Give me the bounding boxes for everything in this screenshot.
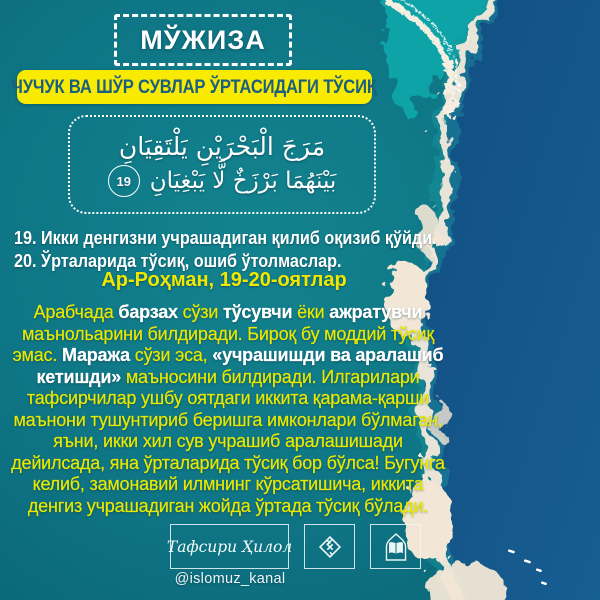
translation-line-2: 20. Ўрталарида тўсиқ, ошиб ўтолмаслар.: [14, 251, 342, 271]
topic-banner: [11, 70, 378, 104]
quran-book-icon: [370, 524, 421, 569]
title-box: [114, 14, 292, 66]
arabic-verse-line-2: [108, 165, 337, 197]
verse-source: Ар-Роҳман, 19-20-оятлар: [101, 269, 347, 291]
quran-verse-box: [68, 115, 376, 214]
page-title: МЎЖИЗА: [140, 24, 266, 55]
channel-handle: @islomuz_kanal: [174, 571, 286, 587]
translation-line-1: 19. Икки денгизни учрашадиган қилиб оқизиб қўйди.: [14, 228, 437, 248]
topic-banner-label: ЧУЧУК ВА ШЎР СУВЛАР ЎРТАСИДАГИ ТЎСИҚ: [11, 75, 378, 98]
arabic-verse-line-1: مَرَجَ الْبَحْرَيْنِ يَلْتَقِيَانِ: [118, 132, 326, 161]
verse-number-badge: 19: [108, 165, 140, 197]
commentary-paragraph: Арабчада барзах сўзи тўсувчи ёки ажратувчи маънольарини билдиради. Бироқ бу моддий тўсиқ эмас. Маража сўзи эса, «учрашишди ва аралашиб кетишди» маъносини билдиради. Илгарилари тафсирчилар ушбу оятдаги иккита қарама-қарши маънони тушунтириб беришга имконлари бўлмаган, яъни, икки хил сув учрашиб аралашишади дейилсада, яна ўрталарида тўсиқ бор бўлса! Бугунга келиб, замонавий илмнинг кўрсатишича, иккита денгиз учрашадиган жойда ўртада тўсиқ бўлади.: [11, 302, 445, 516]
translation-block: [14, 227, 454, 273]
arabic-verse-text: بَيْنَهُمَا بَرْزَخٌ لَّا يَبْغِيَانِ: [149, 168, 337, 194]
kufic-calligraphy-icon: [304, 524, 355, 569]
tafsiri-hilol-wordmark: Тафсири Ҳилол: [170, 524, 289, 569]
footer-logos: [166, 524, 421, 569]
